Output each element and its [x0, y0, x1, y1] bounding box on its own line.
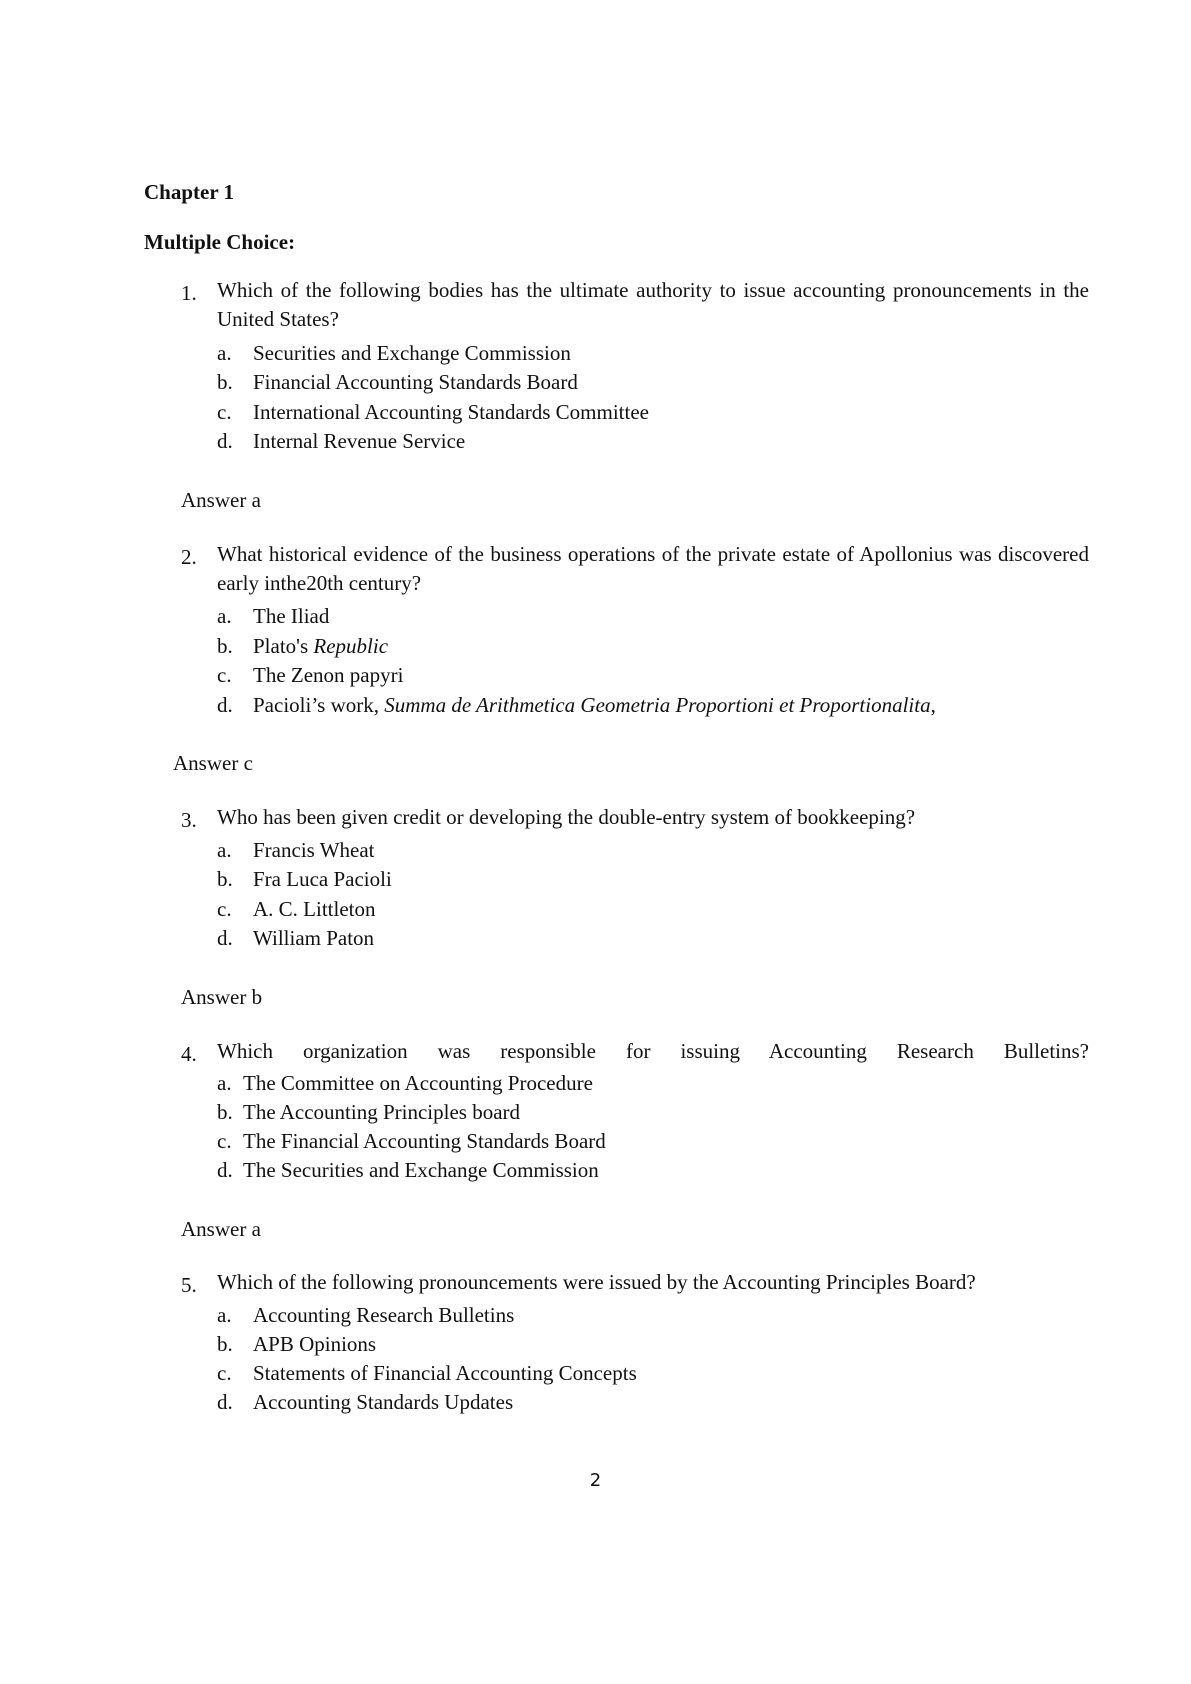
- option-text: The Iliad: [253, 604, 330, 628]
- option-letter: a.: [217, 1303, 232, 1327]
- option-letter: a.: [217, 1071, 232, 1095]
- chapter-title: Chapter 1: [144, 180, 235, 204]
- option-text: [253, 695, 936, 716]
- option-text: A. C. Littleton: [253, 897, 376, 921]
- option-letter: d.: [217, 1158, 233, 1182]
- question-number: 3.: [181, 808, 197, 832]
- question-number: 4.: [181, 1042, 197, 1066]
- answer-text: Answer b: [181, 985, 263, 1009]
- question-text: Which of the following bodies has the ultimate authority to issue accounting pronouncements in the United States?: [217, 278, 1089, 331]
- option-letter: a.: [217, 838, 232, 862]
- option-text: Francis Wheat: [253, 838, 375, 862]
- option-text-italic: Summa de Arithmetica Geometria Proportioni et Proportionalita: [384, 693, 931, 717]
- question-text: Which of the following pronouncements were issued by the Accounting Principles Board?: [217, 1270, 976, 1294]
- option-text: [253, 636, 388, 657]
- option-letter: b.: [217, 634, 233, 658]
- option-text: International Accounting Standards Committee: [253, 400, 649, 424]
- option-letter: b.: [217, 370, 233, 394]
- question-text: Who has been given credit or developing the double-entry system of bookkeeping?: [217, 805, 916, 829]
- option-text: The Securities and Exchange Commission: [243, 1158, 599, 1182]
- option-text: Accounting Standards Updates: [253, 1390, 514, 1414]
- option-letter: a.: [217, 341, 232, 365]
- question-number: 5.: [181, 1273, 197, 1297]
- option-letter: c.: [217, 400, 232, 424]
- option-letter: b.: [217, 1100, 233, 1124]
- option-letter: d.: [217, 1390, 233, 1414]
- option-text: Accounting Research Bulletins: [253, 1303, 515, 1327]
- option-letter: c.: [217, 1361, 232, 1385]
- option-letter: c.: [217, 663, 232, 687]
- option-letter: d.: [217, 693, 233, 717]
- option-text-plain: Pacioli’s work,: [253, 693, 385, 717]
- option-letter: c.: [217, 897, 232, 921]
- page-number: 2: [589, 1470, 602, 1491]
- option-text: The Committee on Accounting Procedure: [243, 1071, 593, 1095]
- option-text: Statements of Financial Accounting Concepts: [253, 1361, 637, 1385]
- option-letter: b.: [217, 867, 233, 891]
- question-number: 1.: [181, 281, 197, 305]
- option-text-suffix: ,: [930, 693, 936, 717]
- option-text: APB Opinions: [253, 1332, 377, 1356]
- answer-text: Answer a: [181, 488, 261, 512]
- question-number: 2.: [181, 545, 197, 569]
- option-text: William Paton: [253, 926, 375, 950]
- answer-text: Answer c: [173, 751, 253, 775]
- option-letter: a.: [217, 604, 232, 628]
- answer-text: Answer a: [181, 1217, 261, 1241]
- option-text: The Financial Accounting Standards Board: [243, 1129, 606, 1153]
- option-letter: d.: [217, 429, 233, 453]
- section-title: Multiple Choice:: [144, 230, 296, 254]
- option-text-italic: Republic: [313, 634, 389, 658]
- option-text-plain: Plato's: [253, 634, 314, 658]
- option-text: The Zenon papyri: [253, 663, 404, 687]
- option-text: Internal Revenue Service: [253, 429, 466, 453]
- question-text: Which organization was responsible for issuing Accounting Research Bulletins?: [217, 1039, 1089, 1063]
- option-text: Securities and Exchange Commission: [253, 341, 571, 365]
- option-text: Fra Luca Pacioli: [253, 867, 392, 891]
- option-letter: d.: [217, 926, 233, 950]
- option-letter: c.: [217, 1129, 232, 1153]
- question-text: What historical evidence of the business operations of the private estate of Apollonius was discovered early inthe20th century?: [217, 542, 1089, 595]
- option-text: Financial Accounting Standards Board: [253, 370, 578, 394]
- option-text: The Accounting Principles board: [243, 1100, 521, 1124]
- option-letter: b.: [217, 1332, 233, 1356]
